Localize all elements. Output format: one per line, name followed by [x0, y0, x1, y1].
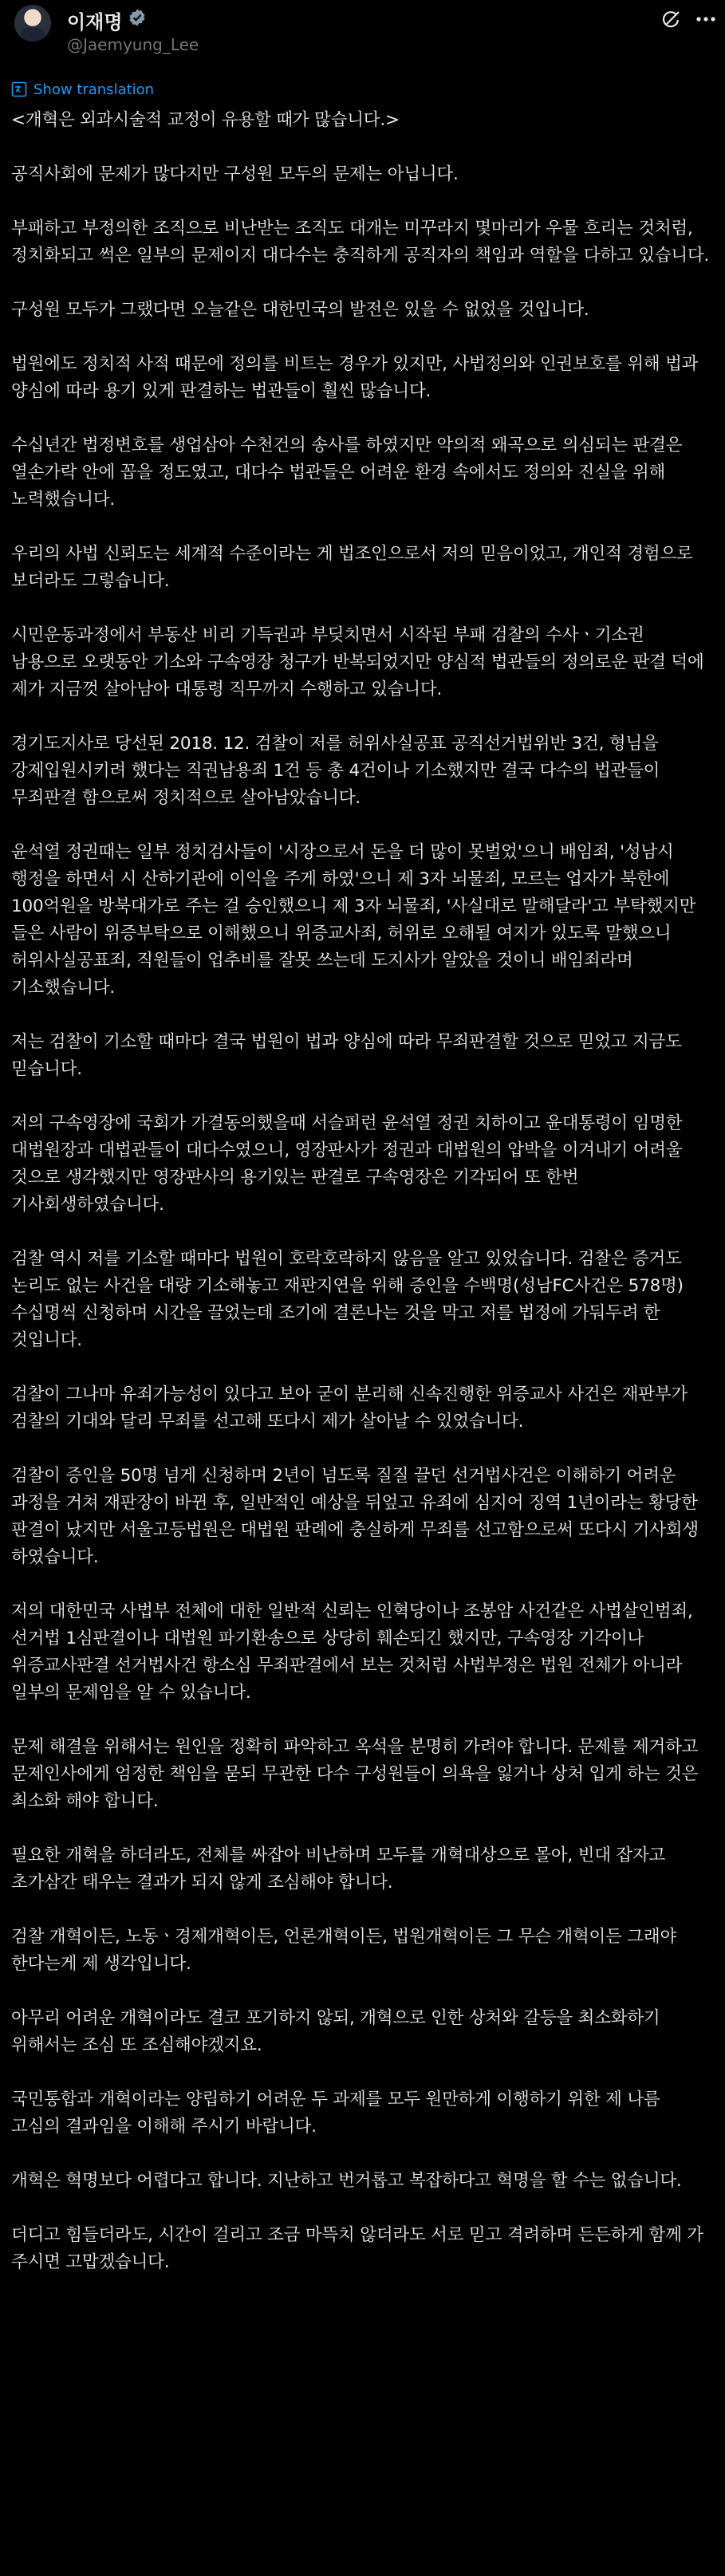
- translate-icon: [11, 81, 27, 97]
- post-paragraph: 법원에도 정치적 사적 때문에 정의를 비트는 경우가 있지만, 사법정의와 인권보호를 위해 법과 양심에 따라 용기 있게 판결하는 법관들이 훨씬 많습니다.: [11, 354, 699, 401]
- post-paragraph: 검찰이 증인을 50명 넘게 신청하며 2년이 넘도록 질질 끌던 선거법사건은 이해하기 어려운 과정을 거쳐 재판장이 바뀐 후, 일반적인 예상을 뒤엎고 유죄에 심지어 징역 1년이라는 황당한 판결이 났지만 서울고등법원은 대법원 판례에 충실하게 무죄를 선고함으로써 또다시 기사회생 하였습니다.: [11, 1466, 699, 1567]
- post-paragraph: 저의 대한민국 사법부 전체에 대한 일반적 신뢰는 인혁당이나 조봉암 사건같은 사법살인범죄, 선거법 1심판결이나 대법원 파기환송으로 상당히 훼손되긴 했지만, 구속영장 기각이나 위증교사판결 선거법사건 항소심 무죄판결에서 보는 것처럼 사법부정은 법원 전체가 아니라 일부의 문제임을 알 수 있습니다.: [11, 1601, 693, 1703]
- post-paragraph: 검찰이 그나마 유죄가능성이 있다고 보아 굳이 분리해 신속진행한 위증교사 사건은 재판부가 검찰의 기대와 달리 무죄를 선고해 또다시 제가 살아날 수 있었습니다.: [11, 1385, 688, 1432]
- post-paragraph: 개혁은 혁명보다 어렵다고 합니다. 지난하고 번거롭고 복잡하다고 혁명을 할 수는 없습니다.: [11, 2171, 682, 2191]
- verified-badge-icon: [128, 8, 147, 27]
- post-paragraph: 국민통합과 개혁이라는 양립하기 어려운 두 과제를 모두 원만하게 이행하기 위한 제 나름 고심의 결과임을 이해해 주시기 바랍니다.: [11, 2090, 660, 2137]
- post-paragraph: 공직사회에 문제가 많다지만 구성원 모두의 문제는 아닙니다.: [11, 164, 459, 184]
- post-paragraph: 저는 검찰이 기소할 때마다 결국 법원이 법과 양심에 따라 무죄판결할 것으로 믿었고 지금도 믿습니다.: [11, 1032, 682, 1079]
- post-paragraph: 구성원 모두가 그랬다면 오늘같은 대한민국의 발전은 있을 수 없었을 것입니다.: [11, 300, 589, 320]
- post-paragraph: 더디고 힘들더라도, 시간이 걸리고 조금 마뜩치 않더라도 서로 믿고 격려하며 든든하게 함께 가 주시면 고맙겠습니다.: [11, 2225, 703, 2272]
- post-paragraph: 검찰 역시 저를 기소할 때마다 법원이 호락호락하지 않음을 알고 있었습니다. 검찰은 증거도 논리도 없는 사건을 대량 기소해놓고 재판지연을 위해 증인을 수백명(성남FC사건은 578명) 수십명씩 신청하며 시간을 끌었는데 조기에 결론나는 것을 막고 저를 법정에 가둬두려 한 것입니다.: [11, 1249, 684, 1350]
- post-paragraph: 검찰 개혁이든, 노동ㆍ경제개혁이든, 언론개혁이든, 법원개혁이든 그 무슨 개혁이든 그래야 한다는게 제 생각입니다.: [11, 1927, 677, 1974]
- author-handle[interactable]: @Jaemyung_Lee: [67, 35, 199, 54]
- post-paragraph: 필요한 개혁을 하더라도, 전체를 싸잡아 비난하며 모두를 개혁대상으로 몰아, 빈대 잡자고 초가삼간 태우는 결과가 되지 않게 조심해야 합니다.: [11, 1845, 666, 1893]
- post-paragraph: 문제 해결을 위해서는 원인을 정확히 파악하고 옥석을 분명히 가려야 합니다. 문제를 제거하고 문제인사에게 엄정한 책임을 묻되 무관한 다수 구성원들이 의욕을 잃거나 상처 입게 하는 것은 최소화 해야 합니다.: [11, 1737, 699, 1811]
- post-paragraph: 수십년간 법정변호를 생업삼아 수천건의 송사를 하였지만 악의적 왜곡으로 의심되는 판결은 열손가락 안에 꼽을 정도였고, 대다수 법관들은 어려운 환경 속에서도 정의와 진실을 위해 노력했습니다.: [11, 435, 683, 510]
- post-header: [0, 0, 725, 77]
- post-paragraph: 경기도지사로 당선된 2018. 12. 검찰이 저를 허위사실공표 공직선거법위반 3건, 형님을 강제입원시키려 했다는 직권남용죄 1건 등 총 4건이나 기소했지만 결국 다수의 법관들이 무죄판결 함으로써 정치적으로 살아남았습니다.: [11, 734, 660, 808]
- post-paragraph: 시민운동과정에서 부동산 비리 기득권과 부딪치면서 시작된 부패 검찰의 수사ㆍ기소권 남용으로 오랫동안 기소와 구속영장 청구가 반복되었지만 양심적 법관들의 정의로운 판결 덕에 제가 지금껏 살아남아 대통령 직무까지 수행하고 있습니다.: [11, 625, 704, 699]
- show-translation-label: Show translation: [33, 81, 155, 98]
- show-translation-link[interactable]: [11, 80, 154, 99]
- post-paragraph: 부패하고 부정의한 조직으로 비난받는 조직도 대개는 미꾸라지 몇마리가 우물 흐리는 것처럼, 정치화되고 썩은 일부의 문제이지 대다수는 충직하게 공직자의 책임과 역할을 다하고 있습니다.: [11, 219, 710, 266]
- post-title: <개혁은 외과시술적 교정이 유용할 때가 많습니다.>: [11, 110, 400, 130]
- avatar[interactable]: [14, 5, 51, 41]
- post-paragraph: 아무리 어려운 개혁이라도 결코 포기하지 않되, 개혁으로 인한 상처와 갈등을 최소화하기 위해서는 조심 또 조심해야겠지요.: [11, 2008, 660, 2055]
- post-body: [11, 107, 713, 2303]
- grok-icon[interactable]: [660, 10, 681, 30]
- author-name[interactable]: 이재명: [67, 11, 123, 33]
- post-paragraph: 저의 구속영장에 국회가 가결동의했을때 서슬퍼런 윤석열 정권 치하이고 윤대통령이 임명한 대법원장과 대법관들이 대다수였으니, 영장판사가 정권과 대법원의 압박을 이겨내기 어려울 것으로 생각했지만 영장판사의 용기있는 판결로 구속영장은 기각되어 또 한번 기사회생하였습니다.: [11, 1113, 683, 1215]
- post-paragraph: 우리의 사법 신뢰도는 세계적 수준이라는 게 법조인으로서 저의 믿음이었고, 개인적 경험으로 보더라도 그렇습니다.: [11, 544, 693, 591]
- more-icon[interactable]: [695, 16, 716, 22]
- post-paragraph: 윤석열 정권때는 일부 정치검사들이 '시장으로서 돈을 더 많이 못벌었'으니 배임죄, '성남시 행정을 하면서 시 산하기관에 이익을 주게 하였'으니 제 3자 뇌물죄, 모르는 업자가 북한에 100억원을 방북대가로 주는 걸 승인했으니 제 3자 뇌물죄, '사실대로 말해달라'고 부탁했지만 들은 사람이 위증부탁으로 이해했으니 위증교사죄, 허위로 오해될 여지가 있도록 말했으니 허위사실공표죄, 직원들이 업추비를 잘못 쓰는데 도지사가 알았을 것이니 배임죄라며 기소했습니다.: [11, 842, 696, 998]
